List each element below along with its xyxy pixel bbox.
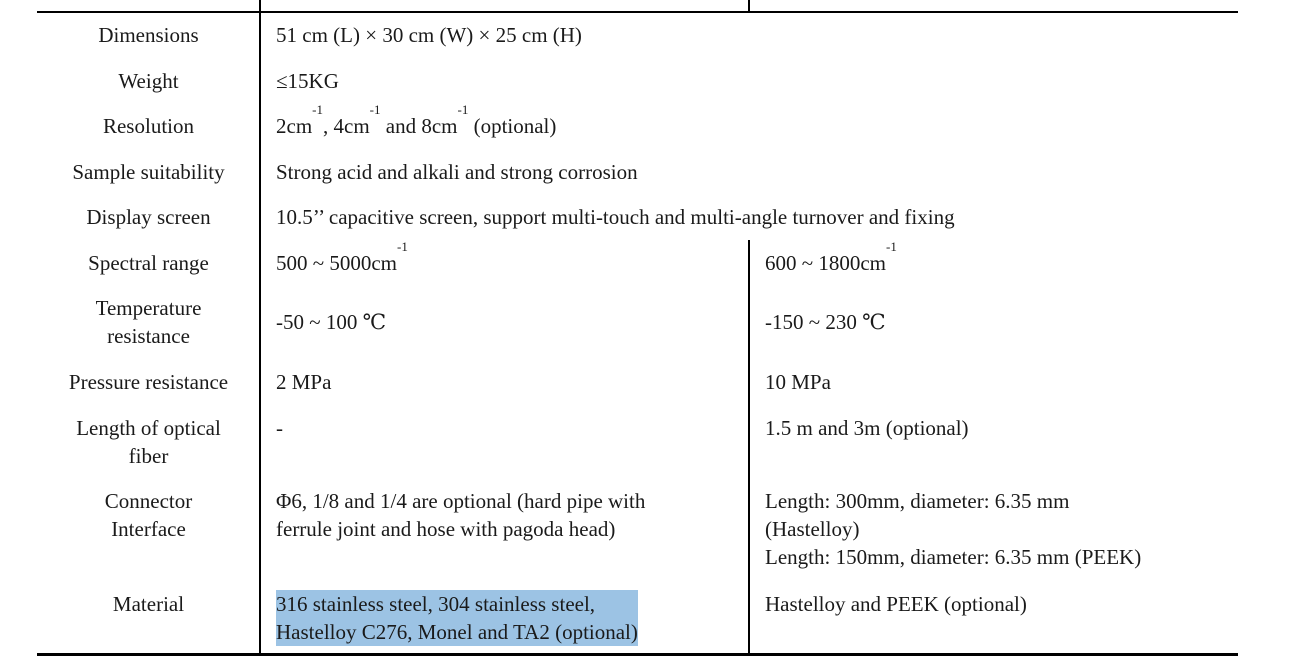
- row-label-sample-suitability: Sample suitability: [72, 160, 225, 184]
- table-top-rule: [37, 11, 1238, 13]
- row-value-material-model-b: Hastelloy and PEEK (optional): [765, 592, 1027, 616]
- column-divider-variants: [748, 240, 750, 655]
- row-label-connector-interface: Connector Interface: [104, 489, 193, 541]
- row-value-temperature-model-a: -50 ~ 100 ℃: [276, 310, 387, 334]
- row-value-sample-suitability: Strong acid and alkali and strong corrosion: [276, 160, 638, 184]
- row-value-pressure-model-b: 10 MPa: [765, 370, 831, 394]
- row-value-resolution: $2cm^{-1}$, $4cm^{-1}$ and $8cm^{-1}$ (optional): [276, 102, 557, 138]
- row-value-temperature-model-b: -150 ~ 230 ℃: [765, 310, 886, 334]
- row-value-connector-model-b: Length: 300mm, diameter: 6.35 mm (Hastelloy) Length: 150mm, diameter: 6.35 mm (PEEK): [765, 489, 1142, 569]
- row-label-material: Material: [112, 592, 185, 616]
- row-value-spectral-range-model-b: 600 ~ $1800cm^{-1}$: [765, 239, 897, 275]
- row-label-resolution: Resolution: [102, 114, 194, 138]
- row-value-display-screen: 10.5’’ capacitive screen, support multi-touch and multi-angle turnover and fixing: [276, 205, 955, 229]
- row-label-dimensions: Dimensions: [98, 23, 199, 47]
- row-label-display-screen: Display screen: [86, 205, 211, 229]
- row-value-spectral-range-model-a: 500 ~ $5000cm^{-1}$: [276, 239, 408, 275]
- row-label-temperature-resistance: Temperature resistance: [95, 296, 202, 348]
- column-divider-label: [259, 0, 261, 655]
- row-label-pressure-resistance: Pressure resistance: [68, 370, 229, 394]
- row-label-spectral-range: Spectral range: [88, 251, 209, 275]
- row-value-dimensions: 51 cm (L) × 30 cm (W) × 25 cm (H): [276, 23, 582, 47]
- row-label-optical-fiber: Length of optical fiber: [76, 416, 221, 468]
- row-value-connector-model-a: Φ6, 1/8 and 1/4 are optional (hard pipe with ferrule joint and hose with pagoda head): [276, 489, 646, 541]
- row-value-optical-fiber-model-a: -: [276, 416, 283, 440]
- row-value-weight: ≤15KG: [276, 69, 339, 93]
- row-label-weight: Weight: [118, 69, 179, 93]
- table-bottom-rule: [37, 653, 1238, 656]
- row-value-optical-fiber-model-b: 1.5 m and 3m (optional): [765, 416, 969, 440]
- column-divider-top-stub: [748, 0, 750, 12]
- row-value-material-model-a[interactable]: [276, 590, 638, 646]
- row-value-pressure-model-a: 2 MPa: [276, 370, 332, 394]
- selected-text-highlight[interactable]: 316 stainless steel, 304 stainless steel, Hastelloy C276, Monel and TA2 (optional): [276, 592, 638, 644]
